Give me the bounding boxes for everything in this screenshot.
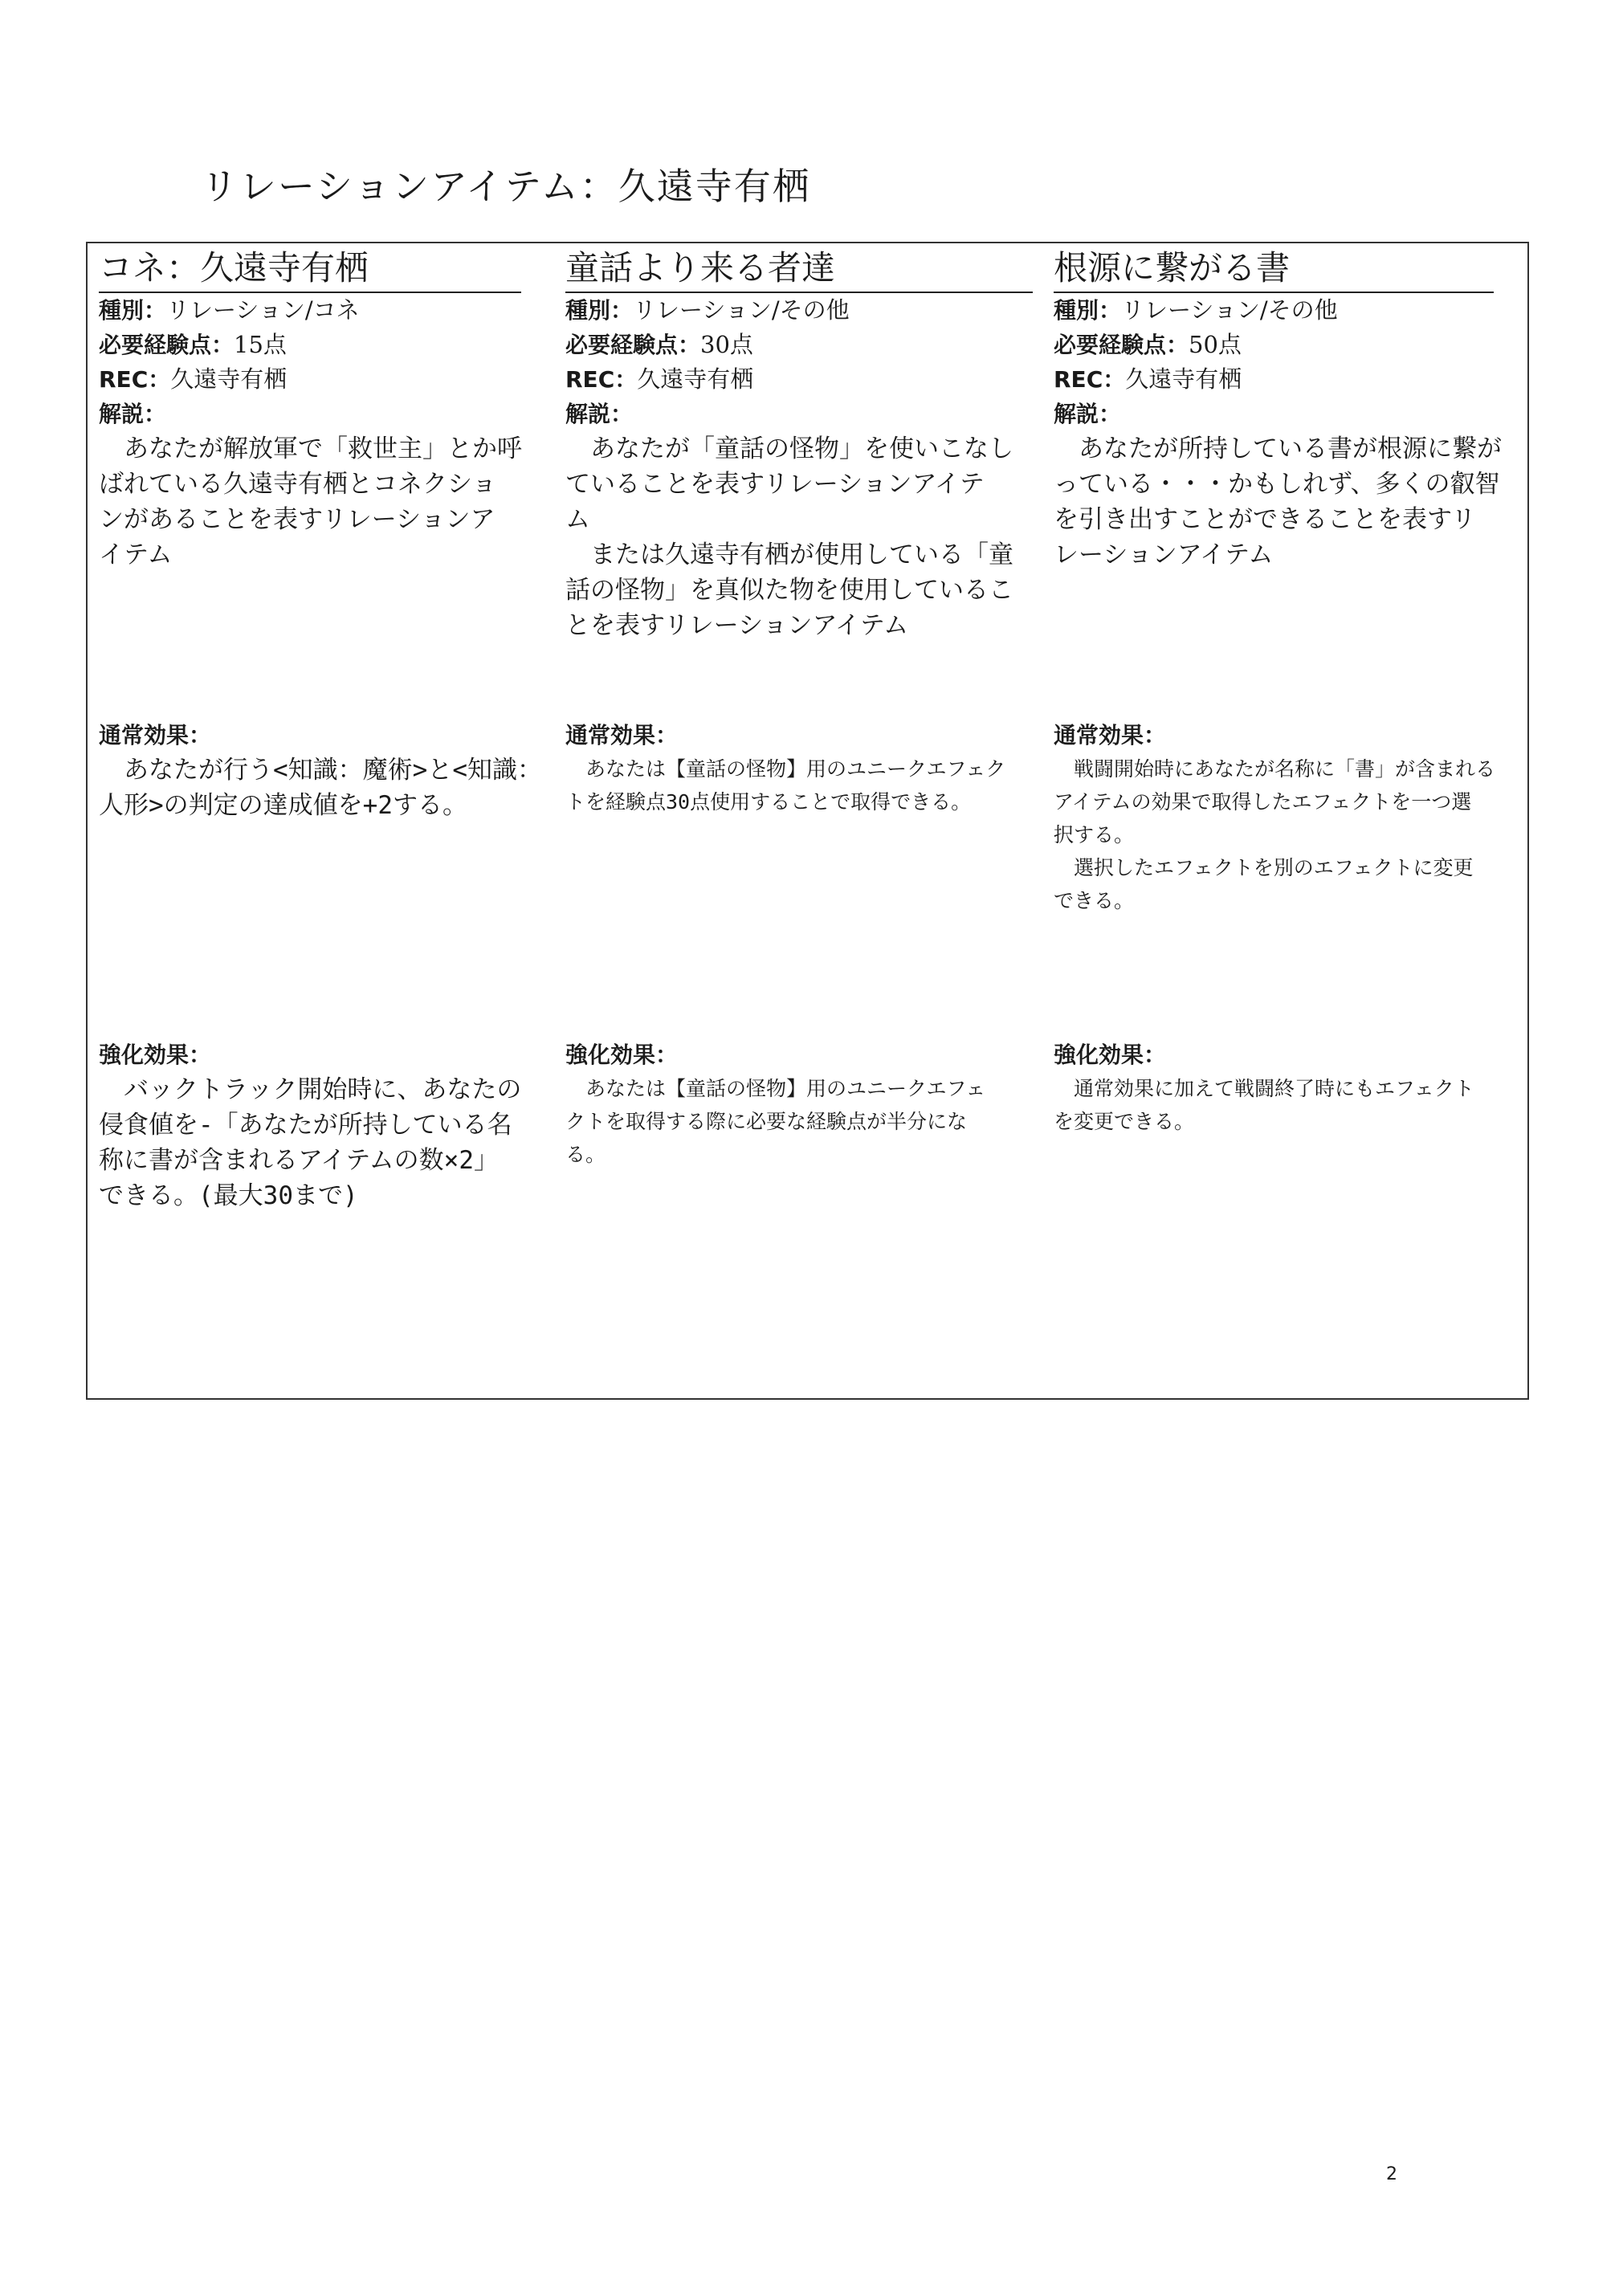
type-label: 種別： — [565, 297, 634, 324]
type-value: リレーション/その他 — [1121, 296, 1338, 324]
enhanced-effect-text: 通常効果に加えて戦闘終了時にもエフェクト を変更できる。 — [1054, 1077, 1474, 1133]
rec-label: REC： — [565, 366, 638, 393]
enhanced-effect-text: あなたは【童話の怪物】用のユニークエフェ クトを取得する際に必要な経験点が半分にな る。 — [565, 1077, 986, 1166]
item-type — [99, 293, 549, 328]
type-label: 種別： — [1054, 297, 1122, 324]
item-exp — [1054, 328, 1503, 362]
item-exp — [565, 328, 1015, 362]
enhanced-effect-text: バックトラック開始時に、あなたの 侵食値を-「あなたが所持している名 称に書が含まれるアイテムの数×2」 できる。(最大30まで) — [99, 1075, 522, 1210]
normal-effect — [1054, 719, 1519, 917]
normal-effect-label: 通常効果： — [99, 722, 212, 748]
item-description: あなたが所持している書が根源に繋が っている・・・かもしれず、多くの叡智 を引き出すことができることを表すリ レーションアイテム — [1054, 434, 1502, 569]
type-value: リレーション/コネ — [166, 296, 360, 324]
enhanced-effect-label: 強化効果： — [99, 1042, 212, 1068]
normal-effect — [565, 719, 1031, 818]
normal-effect-text: 戦闘開始時にあなたが名称に「書」が含まれる アイテムの効果で取得したエフェクトを一つ選 択する。 選択したエフェクトを別のエフェクトに変更 できる。 — [1054, 757, 1496, 912]
exp-label: 必要経験点： — [1054, 332, 1189, 358]
item-rec — [1054, 362, 1503, 397]
item-name: 童話より来る者達 — [565, 245, 1033, 293]
item-name: コネ：久遠寺有栖 — [99, 245, 521, 293]
item-desc-label: 解説： — [565, 401, 634, 427]
item-description: あなたが「童話の怪物」を使いこなし ていることを表すリレーションアイテ ム または久遠寺有栖が使用している「童 話の怪物」を真似た物を使用しているこ とを表すリレーションアイテム — [565, 434, 1013, 640]
item-desc-label: 解説： — [99, 401, 167, 427]
normal-effect-text: あなたが行う<知識：魔術>と<知識： 人形>の判定の達成値を+2する。 — [99, 756, 542, 820]
item-description: あなたが解放軍で「救世主」とか呼 ばれている久遠寺有栖とコネクショ ンがあることを表すリレーションア イテム — [99, 434, 522, 569]
rec-value: 久遠寺有栖 — [1125, 365, 1242, 393]
item-card — [99, 243, 549, 1210]
rec-value: 久遠寺有栖 — [637, 365, 754, 393]
enhanced-effect — [1054, 1038, 1519, 1138]
type-value: リレーション/その他 — [633, 296, 850, 324]
item-name: 根源に繋がる書 — [1054, 245, 1494, 293]
rec-value: 久遠寺有栖 — [170, 365, 288, 393]
normal-effect-label: 通常効果： — [1054, 722, 1167, 748]
page-number: 2 — [1386, 2164, 1397, 2184]
enhanced-effect — [99, 1038, 565, 1213]
page-title: リレーションアイテム：久遠寺有栖 — [201, 165, 811, 208]
exp-value: 15点 — [234, 331, 287, 358]
normal-effect — [99, 719, 565, 823]
enhanced-effect-label: 強化効果： — [1054, 1042, 1167, 1068]
enhanced-effect-label: 強化効果： — [565, 1042, 679, 1068]
item-desc-label: 解説： — [1054, 401, 1122, 427]
type-label: 種別： — [99, 297, 167, 324]
exp-value: 50点 — [1189, 331, 1242, 358]
exp-label: 必要経験点： — [99, 332, 234, 358]
item-exp — [99, 328, 549, 362]
rec-label: REC： — [99, 366, 171, 393]
item-rec — [99, 362, 549, 397]
item-card — [1054, 243, 1503, 1133]
item-type — [565, 293, 1015, 328]
enhanced-effect — [565, 1038, 1031, 1171]
item-rec — [565, 362, 1015, 397]
item-card — [565, 243, 1015, 1166]
rec-label: REC： — [1054, 366, 1126, 393]
item-type — [1054, 293, 1503, 328]
item-table — [86, 242, 1529, 1400]
normal-effect-label: 通常効果： — [565, 722, 679, 748]
exp-label: 必要経験点： — [565, 332, 701, 358]
normal-effect-text: あなたは【童話の怪物】用のユニークエフェク トを経験点30点使用することで取得できる。 — [565, 757, 1006, 814]
exp-value: 30点 — [700, 331, 753, 358]
